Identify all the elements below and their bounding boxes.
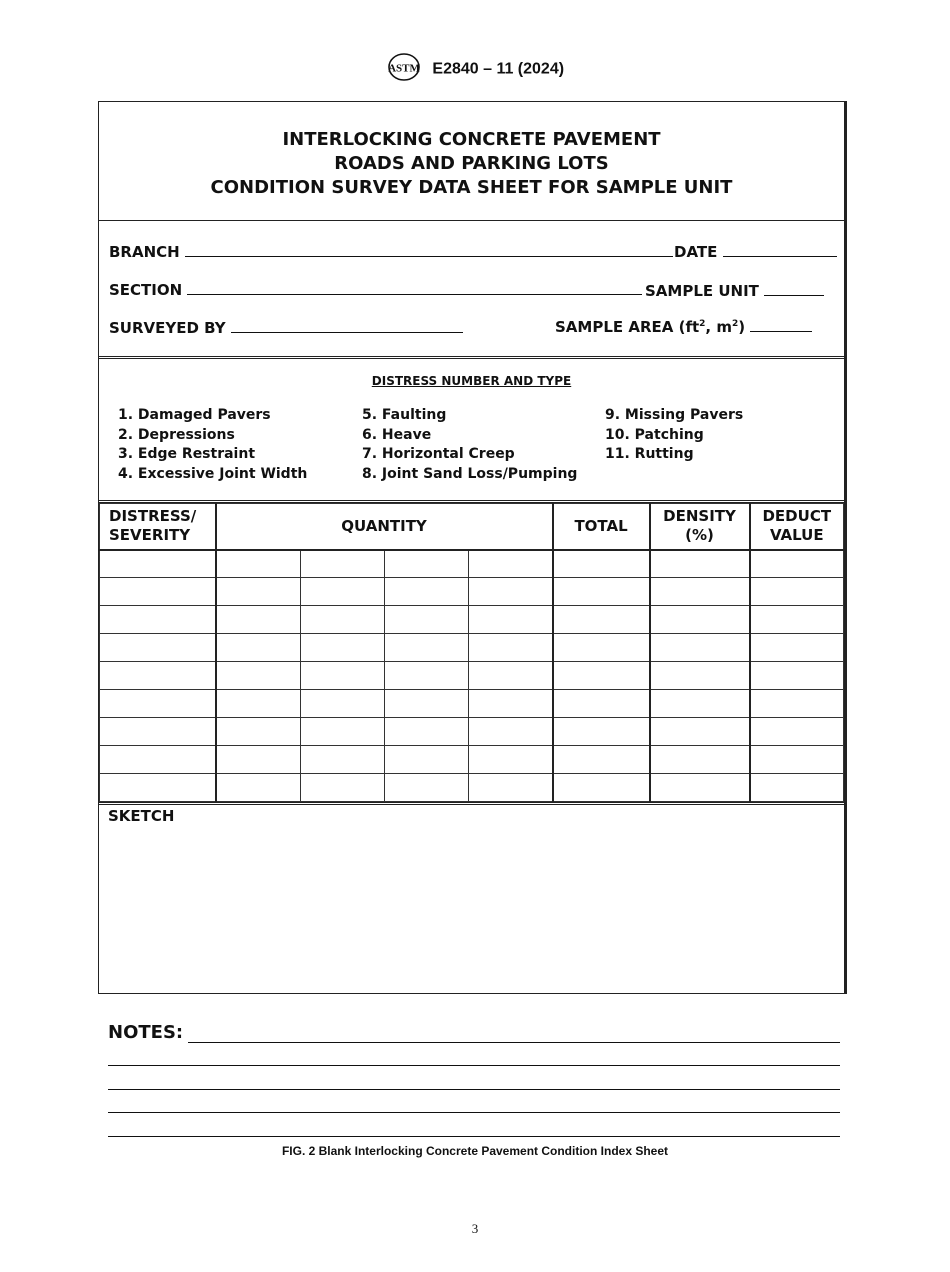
surveyed-by-field	[109, 318, 463, 337]
survey-fields	[99, 221, 844, 359]
distress-item: 8. Joint Sand Loss/Pumping	[362, 466, 578, 483]
notes-line[interactable]	[108, 1112, 840, 1113]
astm-logo-icon	[386, 52, 422, 87]
total-header: TOTAL	[553, 504, 650, 550]
condition-survey-sheet	[98, 101, 847, 994]
table-row	[100, 690, 844, 718]
table-row	[100, 634, 844, 662]
notes-label: NOTES:	[108, 1022, 184, 1043]
notes-line[interactable]	[188, 1042, 840, 1043]
title-line-2: ROADS AND PARKING LOTS	[334, 153, 609, 174]
title-line-1: INTERLOCKING CONCRETE PAVEMENT	[282, 129, 661, 150]
distress-item: 9. Missing Pavers	[605, 407, 744, 423]
distress-heading: DISTRESS NUMBER AND TYPE	[371, 374, 572, 388]
sample-unit-field	[645, 281, 824, 300]
distress-types	[99, 359, 844, 503]
distress-column-1	[118, 406, 307, 485]
table-row	[100, 550, 844, 578]
table-header-row	[100, 504, 844, 550]
title-block	[99, 102, 844, 221]
distress-item: 4. Excessive Joint Width	[118, 466, 308, 483]
table-row	[100, 746, 844, 774]
figure-caption: FIG. 2 Blank Interlocking Concrete Pavement Condition Index Sheet	[281, 1144, 669, 1158]
distress-item: 6. Heave	[362, 426, 432, 443]
distress-item: 2. Depressions	[118, 426, 235, 443]
page-number: 3	[471, 1221, 479, 1236]
date-input-line[interactable]	[723, 242, 837, 257]
distress-item: 10. Patching	[605, 426, 704, 443]
distress-column-2	[362, 406, 577, 485]
deduct-value-header: DEDUCT VALUE	[750, 504, 844, 550]
notes-line[interactable]	[108, 1089, 840, 1090]
notes-line[interactable]	[108, 1136, 840, 1137]
distress-item: 1. Damaged Pavers	[118, 407, 271, 423]
astm-logo-text: ASTM	[388, 62, 420, 75]
sample-unit-label: SAMPLE UNIT	[645, 282, 759, 300]
distress-severity-header: DISTRESS/ SEVERITY	[100, 504, 216, 550]
table-row	[100, 662, 844, 690]
sketch-area[interactable]	[99, 802, 844, 995]
branch-field	[109, 242, 673, 261]
section-input-line[interactable]	[187, 280, 642, 295]
page-header	[0, 52, 950, 87]
notes-line[interactable]	[108, 1065, 840, 1066]
section-field	[109, 280, 642, 299]
table-row	[100, 606, 844, 634]
distress-item: 7. Horizontal Creep	[362, 446, 515, 463]
density-header: DENSITY (%)	[650, 504, 750, 550]
distress-column-3	[605, 406, 743, 465]
date-label: DATE	[674, 243, 718, 261]
distress-item: 5. Faulting	[362, 407, 447, 423]
sample-area-label: SAMPLE AREA ($ft^2$, $m^2$)	[555, 318, 746, 336]
section-label: SECTION	[109, 281, 183, 299]
quantity-header: QUANTITY	[216, 504, 553, 550]
standard-designation: E2840 – 11 (2024)	[432, 60, 565, 78]
surveyed-by-label: SURVEYED BY	[109, 319, 226, 337]
table-row	[100, 578, 844, 606]
title-line-3: CONDITION SURVEY DATA SHEET FOR SAMPLE UNIT	[210, 177, 733, 198]
branch-label: BRANCH	[109, 243, 180, 261]
sample-area-input-line[interactable]	[750, 317, 812, 332]
date-field	[674, 242, 837, 261]
branch-input-line[interactable]	[185, 242, 673, 257]
table-row	[100, 718, 844, 746]
distress-item: 11. Rutting	[605, 446, 694, 463]
sketch-label: SKETCH	[108, 807, 175, 825]
distress-data-table	[99, 503, 844, 802]
table-row	[100, 774, 844, 802]
sample-unit-input-line[interactable]	[764, 281, 824, 296]
surveyed-by-input-line[interactable]	[231, 318, 463, 333]
distress-item: 3. Edge Restraint	[118, 446, 256, 463]
sample-area-field	[555, 317, 812, 336]
